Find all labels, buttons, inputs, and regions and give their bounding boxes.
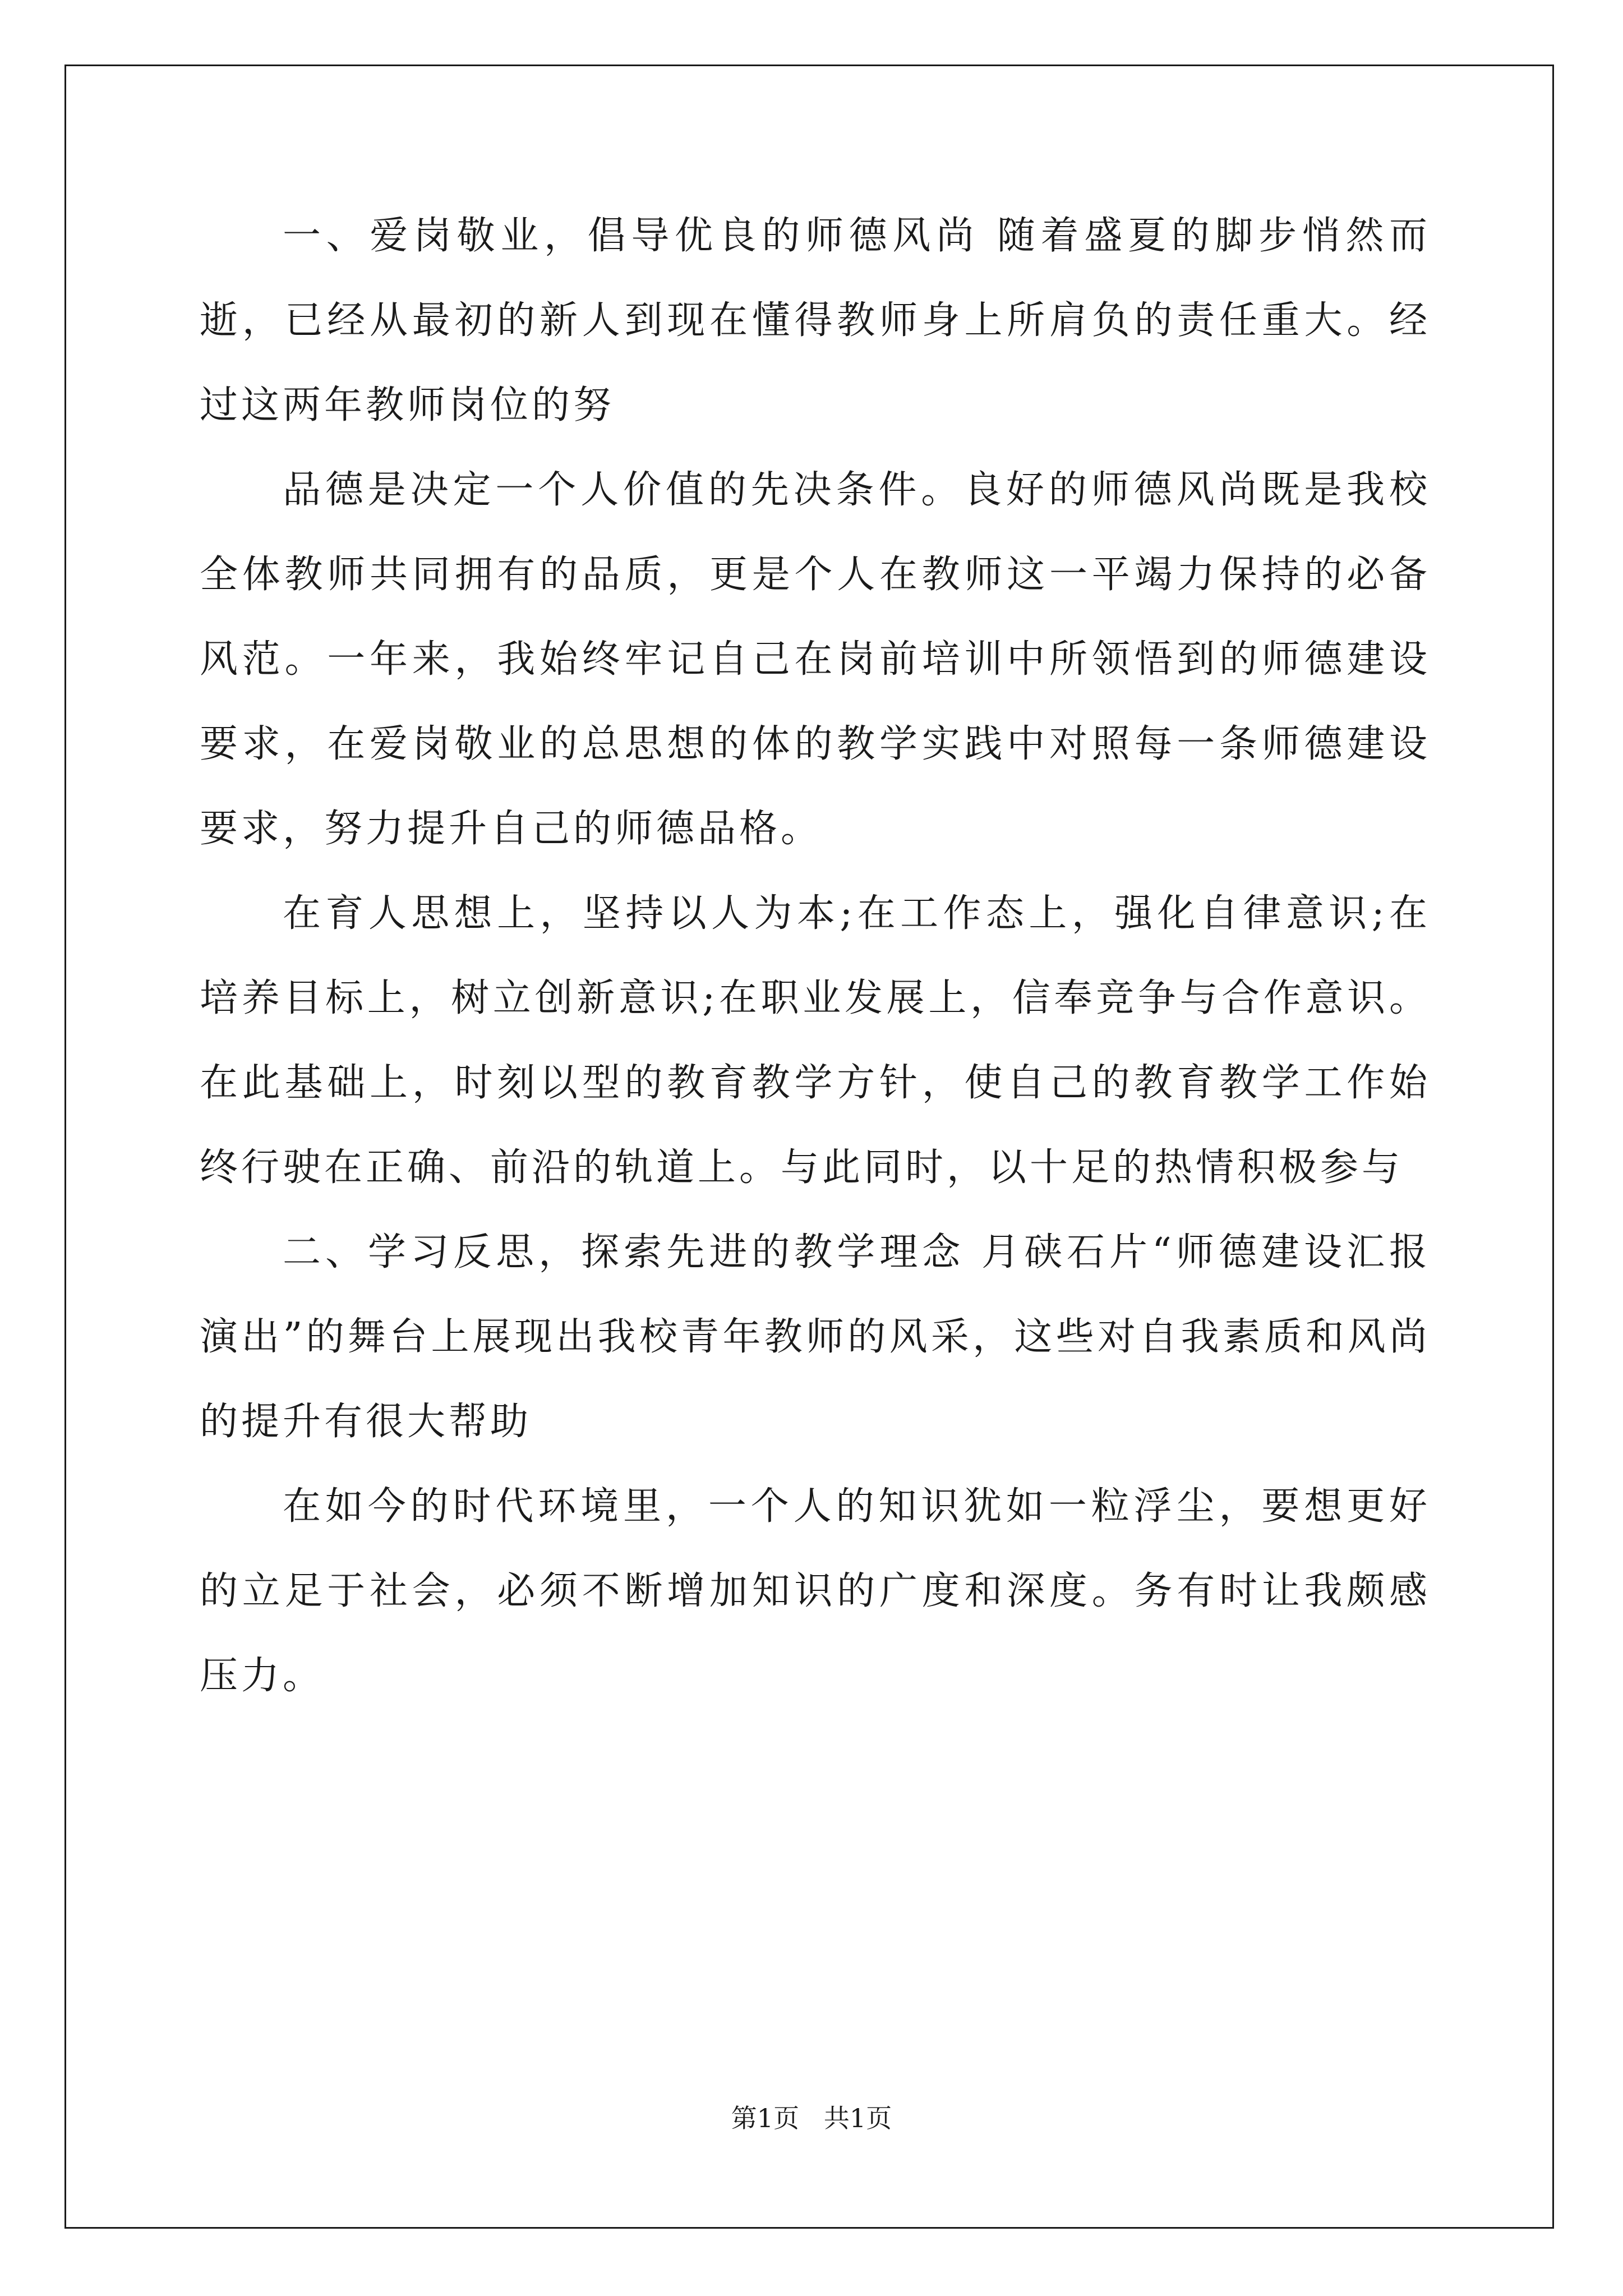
page-number-footer: 第1页 共1页: [731, 2103, 892, 2133]
paragraph-3: 在育人思想上，坚持以人为本;在工作态上，强化自律意识;在培养目标上，树立创新意识;在职业发展上，信奉竞争与合作意识。在此基础上，时刻以型的教育教学方针，使自己的教育教学工作始终行驶在正确、前沿的轨道上。与此同时，以十足的热情积极参与: [200, 891, 1431, 1190]
paragraph-1: 一、爱岗敬业，倡导优良的师德风尚 随着盛夏的脚步悄然而逝，已经从最初的新人到现在懂得教师身上所肩负的责任重大。经过这两年教师岗位的努: [200, 214, 1431, 427]
document-body: [200, 194, 1431, 1718]
paragraph-5: 在如今的时代环境里，一个人的知识犹如一粒浮尘，要想更好的立足于社会，必须不断增加知识的广度和深度。务有时让我颇感压力。: [200, 1484, 1431, 1698]
paragraph-4: 二、学习反思，探索先进的教学理念 月硖石片“师德建设汇报演出”的舞台上展现出我校青年教师的风采，这些对自我素质和风尚的提升有很大帮助: [200, 1230, 1431, 1444]
paragraph-2: 品德是决定一个人价值的先决条件。良好的师德风尚既是我校全体教师共同拥有的品质，更是个人在教师这一平竭力保持的必备风范。一年来，我始终牢记自己在岗前培训中所领悟到的师德建设要求，在爱岗敬业的总思想的体的教学实践中对照每一条师德建设要求，努力提升自己的师德品格。: [200, 468, 1431, 851]
